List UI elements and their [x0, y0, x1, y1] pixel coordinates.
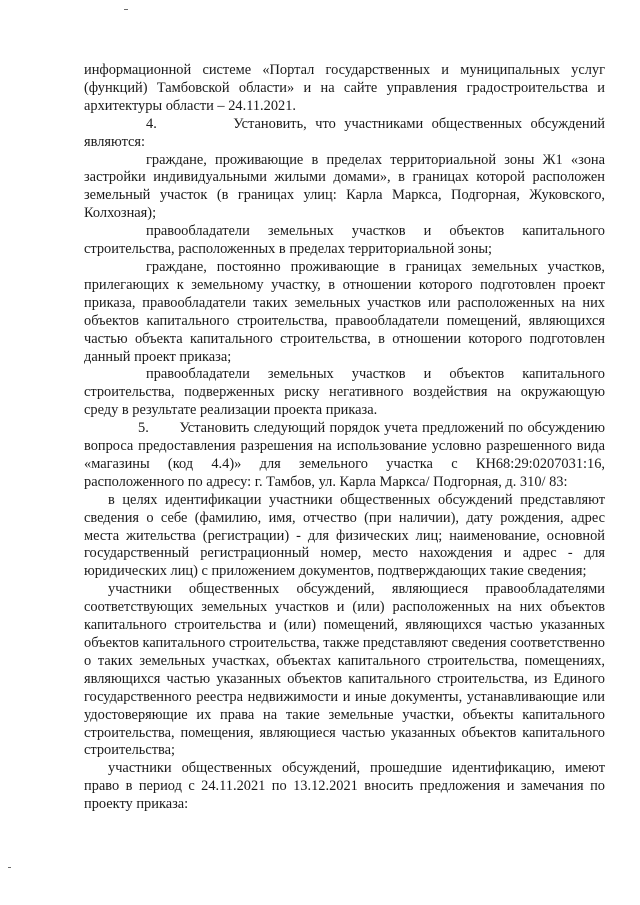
paragraph-risk-owners: правообладатели земельных участков и объектов капитального строительства, подверженных риску негативного воздействия на окружающую среду в результате реализации проекта приказа. [84, 366, 605, 419]
paragraph-identification: в целях идентификации участники общественных обсуждений представляют сведения о себе (фамилию, имя, отчество (при наличии), дату рождения, адрес места жительства (регистрации) - для физических лиц; наименование, основной государственный регистрационный номер, место нахождения и адрес - для юридических лиц) с приложением документов, подтверждающих такие сведения; [84, 491, 605, 580]
paragraph-item-5: 5. Установить следующий порядок учета предложений по обсуждению вопроса предоставления разрешения на использование условно разрешенного вида «магазины (код 4.4)» для земельного участка с КН68:29:0207031:16, расположенного по адресу: г. Тамбов, ул. Карла Маркса/ Подгорная, д. 310/ 83: [84, 420, 605, 490]
paragraph-proposal-period: участники общественных обсуждений, прошедшие идентификацию, имеют право в период с 24.11.2021 по 13.12.2021 вносить предложения и замечания по проекту приказа: [84, 760, 605, 813]
document-body [84, 62, 605, 814]
paragraph-portal-publication: информационной системе «Портал государственных и муниципальных услуг (функций) Тамбовской области» и на сайте управления градостроительства и архитектуры области – 24.11.2021. [84, 62, 605, 114]
paragraph-owners-zone: правообладатели земельных участков и объектов капитального строительства, расположенных в пределах территориальной зоны; [84, 223, 605, 258]
paragraph-residents-zone: граждане, проживающие в пределах территориальной зоны Ж1 «зона застройки индивидуальными жилыми домами», в границах которой расположен земельный участок (в границах улиц: Карла Маркса, Подгорная, Жуковского, Колхозная); [84, 151, 605, 222]
paragraph-item-4: 4. Установить, что участниками общественных обсуждений являются: [84, 115, 605, 150]
scan-mark [8, 867, 11, 868]
paragraph-adjacent-residents: граждане, постоянно проживающие в границах земельных участков, прилегающих к земельному участку, в отношении которого подготовлен проект приказа, правообладатели таких земельных участков или расположенных на них объектов капитального строительства, правообладатели помещений, являющихся частью объекта капитального строительства, в отношении которого подготовлен данный проект приказа; [84, 258, 605, 365]
scan-mark [124, 9, 128, 10]
paragraph-rights-holders: участники общественных обсуждений, являющиеся правообладателями соответствующих земельных участков и (или) расположенных на них объектов капитального строительства и (или) помещений, являющихся частью указанных объектов капитального строительства, также представляют сведения соответственно о таких земельных участках, объектах капитального строительства, помещениях, являющихся частью указанных объектов капитального строительства, из Единого государственного реестра недвижимости и иные документы, устанавливающие или удостоверяющие их права на такие земельные участки, объекты капитального строительства, помещения, являющиеся частью указанных объектов капитального строительства; [84, 581, 605, 759]
